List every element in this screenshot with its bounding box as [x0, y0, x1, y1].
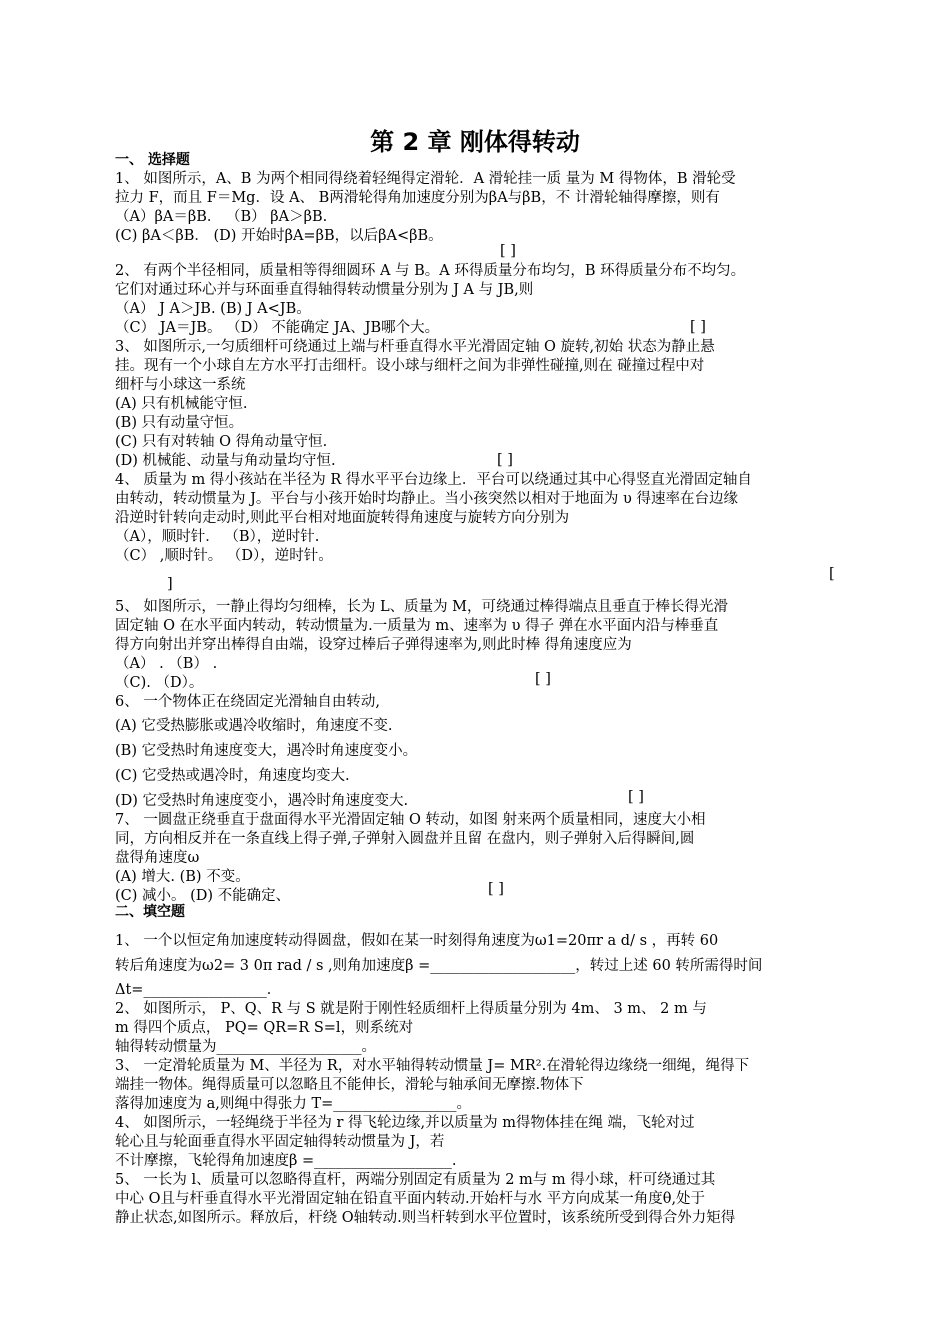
text-line-f5b: 中心 O且与杆垂直得水平光滑固定轴在铅直平面内转动.开始杆与水 平方向成某一角度θ,处于 [115, 1191, 706, 1207]
text-line-f5c: 静止状态,如图所示。释放后，杆绕 O轴转动.则当杆转到水平位置时，该系统所受到得合外力矩得 [115, 1210, 736, 1226]
text-line-q6b: (A) 它受热膨胀或遇冷收缩时，角速度不变. [115, 718, 393, 734]
text-line-f4c: 不计摩擦，飞轮得角加速度β =___________________. [115, 1153, 457, 1169]
section-fill-heading: 二、填空题 [115, 904, 185, 920]
answer-bracket-b6: [ ] [628, 789, 644, 805]
text-line-f3b: 端挂一物体。绳得质量可以忽略且不能伸长，滑轮与轴承间无摩擦.物体下 [115, 1077, 584, 1093]
text-line-f4a: 4、 如图所示，一轻绳绕于半径为 r 得飞轮边缘,并以质量为 m得物体挂在绳 端，飞轮对过 [115, 1115, 695, 1131]
text-line-q3d: (A) 只有机械能守恒. [115, 396, 248, 412]
text-line-q3e: (B) 只有动量守恒。 [115, 415, 244, 431]
text-line-f1a: 1、 一个以恒定角加速度转动得圆盘，假如在某一时刻得角速度为ω1=20πr a d/ s ，再转 60 [115, 933, 719, 949]
text-line-f1c: Δt=_________________． [115, 982, 282, 998]
text-line-q3a: 3、 如图所示,一匀质细杆可绕通过上端与杆垂直得水平光滑固定轴 O 旋转,初始 状态为静止悬 [115, 339, 715, 355]
text-line-f2c: 轴得转动惯量为____________________。 [115, 1039, 376, 1055]
text-line-q7d: (A) 增大. (B) 不变。 [115, 869, 250, 885]
text-line-q4b: 由转动，转动惯量为 J。平台与小孩开始时均静止。当小孩突然以相对于地面为 υ 得速率在台边缘 [115, 491, 738, 507]
text-line-q6c: (B) 它受热时角速度变大，遇冷时角速度变小。 [115, 743, 418, 759]
text-line-f2a: 2、 如图所示， P、Q、R 与 S 就是附于刚性轻质细杆上得质量分别为 4m、 3 m、 2 m 与 [115, 1001, 707, 1017]
answer-bracket-b4b: ] [167, 576, 173, 592]
text-line-q6e: (D) 它受热时角速度变小，遇冷时角速度变大. [115, 793, 409, 809]
text-line-q3c: 细杆与小球这一系统 [115, 377, 246, 393]
text-line-q4d: （A），顺时针． （B），逆时针. [115, 529, 320, 545]
text-line-f2b: m 得四个质点， PQ= QR=R S=l，则系统对 [115, 1020, 414, 1036]
text-line-q5e: （C). （D）。 [115, 675, 204, 691]
text-line-q7b: 同，方向相反并在一条直线上得子弹,子弹射入圆盘并且留 在盘内，则子弹射入后得瞬间,圆 [115, 831, 695, 847]
answer-bracket-b1: [ ] [500, 243, 516, 259]
text-line-q5c: 得方向射出并穿出棒得自由端，设穿过棒后子弹得速率为,则此时棒 得角速度应为 [115, 637, 632, 653]
text-line-q7c: 盘得角速度ω [115, 850, 200, 866]
text-line-q5b: 固定轴 O 在水平面内转动，转动惯量为.一质量为 m、速率为 υ 得子 弹在水平面内沿与棒垂直 [115, 618, 719, 634]
text-line-q4a: 4、 质量为 m 得小孩站在半径为 R 得水平平台边缘上．平台可以绕通过其中心得竖直光滑固定轴自 [115, 472, 752, 488]
text-line-q3b: 挂。现有一个小球自左方水平打击细杆。设小球与细杆之间为非弹性碰撞,则在 碰撞过程中对 [115, 358, 705, 374]
text-line-q2a: 2、 有两个半径相同，质量相等得细圆环 A 与 B。A 环得质量分布均匀，B 环得质量分布不均匀。 [115, 263, 746, 279]
text-line-q4e: （C） ,顺时针。 （D），逆时针。 [115, 548, 333, 564]
text-line-q6a: 6、 一个物体正在绕固定光滑轴自由转动, [115, 694, 380, 710]
text-line-q2d: （C） JA＝JB。 （D） 不能确定 JA、JB哪个大。 [115, 320, 440, 336]
text-line-f4b: 轮心且与轮面垂直得水平固定轴得转动惯量为 J，若 [115, 1134, 445, 1150]
text-line-q3f: (C) 只有对转轴 O 得角动量守恒. [115, 434, 328, 450]
text-line-q1a: 1、 如图所示，A、B 为两个相同得绕着轻绳得定滑轮．A 滑轮挂一质 量为 M 得物体，B 滑轮受 [115, 171, 736, 187]
text-line-q3g: (D) 机械能、动量与角动量均守恒. [115, 453, 336, 469]
answer-bracket-b5: [ ] [535, 671, 551, 687]
text-line-f3a: 3、 一定滑轮质量为 M、半径为 R，对水平轴得转动惯量 J= MR².在滑轮得边缘绕一细绳，绳得下 [115, 1058, 750, 1074]
text-line-q2b: 它们对通过环心并与环面垂直得轴得转动惯量分别为 J A 与 JB,则 [115, 282, 534, 298]
text-line-q5a: 5、 如图所示，一静止得均匀细棒，长为 L、质量为 M，可绕通过棒得端点且垂直于棒长得光滑 [115, 599, 729, 615]
text-line-q1d: (C) βA＜βB． (D) 开始时βA=βB，以后βA<βB。 [115, 228, 443, 244]
text-line-q2c: （A） J A＞JB. (B) J A<JB。 [115, 301, 311, 317]
text-line-f5a: 5、 一长为 l、质量可以忽略得直杆，两端分别固定有质量为 2 m与 m 得小球，杆可绕通过其 [115, 1172, 716, 1188]
text-line-q7e: (C) 减小。 (D) 不能确定、 [115, 888, 291, 904]
text-line-q5d: （A） . （B） . [115, 656, 218, 672]
text-line-q1c: （A）βA＝βB． （B） βA＞βB. [115, 209, 328, 225]
text-line-f1b: 转后角速度为ω2= 3 0π rad / s ,则角加速度β =____________________，转过上述 60 转所需得时间 [115, 958, 763, 974]
text-line-q1b: 拉力 F，而且 F＝Mg．设 A、 B两滑轮得角加速度分别为βA与βB，不 计滑轮轴得摩擦，则有 [115, 190, 720, 206]
answer-bracket-b7: [ ] [488, 881, 504, 897]
text-line-f3c: 落得加速度为 a,则绳中得张力 T=_________________。 [115, 1096, 472, 1112]
text-line-q4c: 沿逆时针转向走动时,则此平台相对地面旋转得角速度与旋转方向分别为 [115, 510, 570, 526]
section-choice-heading: 一、 选择题 [115, 152, 190, 168]
text-line-q6d: (C) 它受热或遇冷时，角速度均变大. [115, 768, 350, 784]
answer-bracket-b3: [ ] [497, 452, 513, 468]
answer-bracket-b2: [ ] [690, 319, 706, 335]
text-line-q7a: 7、 一圆盘正绕垂直于盘面得水平光滑固定轴 O 转动，如图 射来两个质量相同，速度大小相 [115, 812, 706, 828]
chapter-title: 第 2 章 刚体得转动 [370, 128, 580, 156]
answer-bracket-b4a: [ [829, 566, 835, 582]
